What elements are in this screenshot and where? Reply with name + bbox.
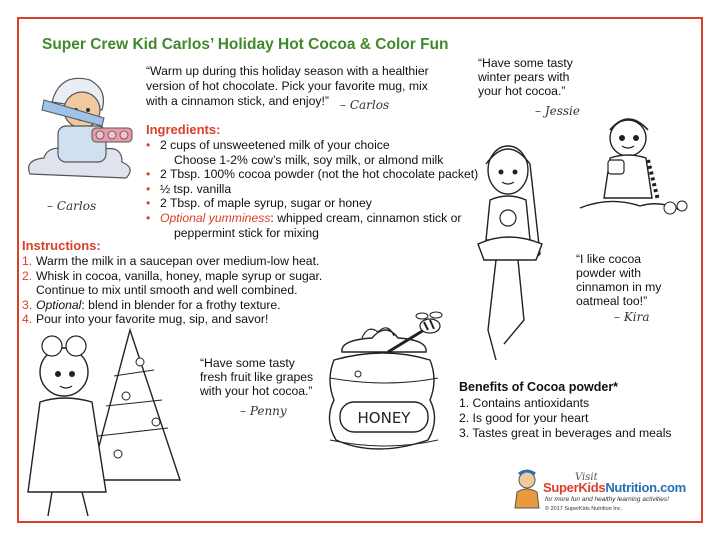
intro-line-2: version of hot chocolate. Pick your favorite mug, mix bbox=[146, 79, 428, 93]
kira-illustration bbox=[448, 140, 568, 370]
ingredient-item: • Optional yumminess: whipped cream, cinnamon stick or peppermint stick for mixing bbox=[146, 211, 478, 240]
jessie-quote-line-1: “Have some tasty bbox=[478, 56, 573, 70]
logo-name-part-1: SuperKids bbox=[543, 480, 606, 495]
benefit-item: 1. Contains antioxidants bbox=[459, 396, 590, 410]
superkids-mascot-icon bbox=[512, 470, 542, 512]
intro-line-1: “Warm up during this holiday season with a healthier bbox=[146, 64, 429, 78]
penny-quote-line-2: fresh fruit like grapes bbox=[200, 370, 314, 384]
kira-signature: – Kira bbox=[614, 310, 650, 324]
instruction-item: 3. Optional: blend in blender for a frothy texture. bbox=[22, 297, 281, 312]
ingredient-item: • 2 Tbsp. 100% cocoa powder (not the hot chocolate packet) bbox=[146, 167, 478, 182]
carlos-illustration bbox=[22, 62, 142, 192]
penny-illustration bbox=[22, 326, 202, 522]
ingredient-item: • ½ tsp. vanilla bbox=[146, 182, 478, 197]
jessie-signature: – Jessie bbox=[535, 104, 580, 118]
logo-name-part-2: Nutrition.com bbox=[605, 480, 686, 495]
kira-quote-line-2: powder with bbox=[576, 266, 642, 280]
ingredient-item: • 2 Tbsp. of maple syrup, sugar or honey bbox=[146, 196, 478, 211]
logo-visit-text: Visit bbox=[575, 472, 598, 483]
carlos-caption: – Carlos bbox=[47, 199, 97, 213]
benefit-item: 2. Is good for your heart bbox=[459, 411, 589, 425]
ingredient-item: • 2 cups of unsweetened milk of your choice Choose 1-2% cow’s milk, soy milk, or almond milk bbox=[146, 138, 478, 167]
instruction-item: 2. Whisk in cocoa, vanilla, honey, maple syrup or sugar. Continue to mix until smooth and well combined. bbox=[22, 268, 323, 298]
penny-quote-line-1: “Have some tasty bbox=[200, 356, 295, 370]
penny-quote-line-3: with your hot cocoa.” bbox=[200, 384, 313, 398]
intro-signature: – Carlos bbox=[340, 98, 390, 112]
instructions-heading: Instructions: bbox=[22, 238, 101, 253]
kira-quote-line-3: cinnamon in my bbox=[576, 280, 662, 294]
page-title: Super Crew Kid Carlos’ Holiday Hot Cocoa & Color Fun bbox=[42, 36, 449, 53]
kira-quote-line-1: “I like cocoa bbox=[576, 252, 642, 266]
intro-line-3: with a cinnamon stick, and enjoy!” bbox=[146, 94, 329, 108]
honey-label: HONEY bbox=[357, 409, 411, 427]
copyright: © 2017 SuperKids Nutrition Inc. bbox=[545, 506, 623, 512]
jessie-quote-line-3: your hot cocoa.” bbox=[478, 84, 566, 98]
ingredients-list bbox=[146, 138, 478, 240]
logo-tagline: for more fun and healthy learning activities! bbox=[545, 496, 669, 503]
logo-name bbox=[543, 480, 686, 495]
jessie-quote-line-2: winter pears with bbox=[478, 70, 570, 84]
benefit-item: 3. Tastes great in beverages and meals bbox=[459, 426, 672, 440]
penny-signature: – Penny bbox=[240, 404, 287, 418]
instruction-item: 1. Warm the milk in a saucepan over medium-low heat. bbox=[22, 254, 320, 268]
ingredients-heading: Ingredients: bbox=[146, 122, 221, 137]
kira-quote-line-4: oatmeal too!” bbox=[576, 294, 648, 308]
honey-pot-illustration bbox=[318, 312, 460, 470]
benefits-heading: Benefits of Cocoa powder* bbox=[459, 380, 619, 394]
jessie-illustration bbox=[560, 112, 700, 222]
instructions-list bbox=[22, 254, 322, 327]
instruction-item: 4. Pour into your favorite mug, sip, and savor! bbox=[22, 312, 269, 327]
